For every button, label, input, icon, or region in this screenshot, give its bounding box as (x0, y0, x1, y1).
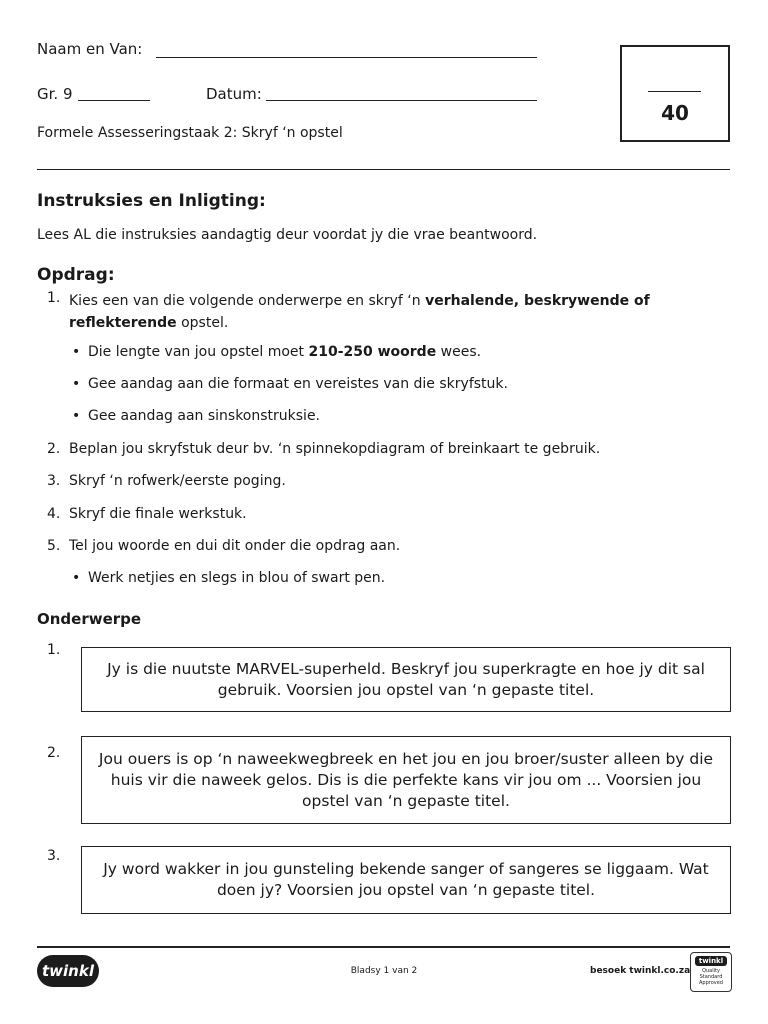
bullet1-bold: 210-250 woorde (308, 344, 437, 360)
bullet-mark: • (72, 376, 81, 392)
bullet1-b: wees. (436, 344, 482, 360)
score-box (620, 45, 730, 142)
name-line (156, 57, 537, 58)
bullet3: Gee aandag aan sinskonstruksie. (88, 408, 321, 424)
total-marks: 40 (661, 101, 689, 125)
bullet1 (88, 344, 481, 360)
topic1-box (81, 647, 731, 712)
topic1-number: 1. (47, 642, 61, 658)
item2-text: Beplan jou skryfstuk deur bv. ‘n spinnekopdiagram of breinkaart te gebruik. (69, 441, 601, 457)
instructions-heading: Instruksies en Inligting: (37, 191, 266, 211)
item1-number: 1. (47, 290, 61, 306)
item4-number: 4. (47, 506, 61, 522)
item1-text (69, 290, 669, 334)
bullet-mark: • (72, 570, 81, 586)
task-title: Formele Assesseringstaak 2: Skryf ‘n opstel (37, 125, 343, 141)
item5-text: Tel jou woorde en dui dit onder die opdrag aan. (69, 538, 401, 554)
bullet-mark: • (72, 344, 81, 360)
grade-label: Gr. 9 (37, 85, 73, 103)
date-label: Datum: (206, 85, 262, 103)
topic3-number: 3. (47, 848, 61, 864)
footer-divider (37, 946, 730, 948)
item1-bold: verhalende, beskrywende of reflekterende (69, 293, 650, 331)
badge-top: twinkl (695, 956, 727, 966)
topic2-box (81, 736, 731, 824)
topic3-text: Jy word wakker in jou gunsteling bekende sanger of sangeres se liggaam. Wat doen jy? Voorsien jou opstel van ‘n gepaste titel. (103, 860, 709, 899)
header-divider (37, 169, 730, 170)
topic2-number: 2. (47, 745, 61, 761)
page-number: Bladsy 1 van 2 (350, 966, 418, 976)
topic3-box (81, 846, 731, 914)
topic2-text: Jou ouers is op ‘n naweekwegbreek en het jou en jou broer/suster alleen by die huis vir die naweek gelos. Dis is die perfekte kans vir jou om ... Voorsien jou opstel van ‘n gepaste titel. (98, 749, 714, 810)
badge-text: Quality Standard Approved (699, 968, 723, 986)
item5-number: 5. (47, 538, 61, 554)
twinkl-logo: twinkl (37, 955, 99, 987)
bullet-mark: • (72, 408, 81, 424)
item1-text-b: opstel. (176, 315, 229, 331)
item4-text: Skryf die finale werkstuk. (69, 506, 247, 522)
bullet1-a: Die lengte van jou opstel moet (88, 344, 309, 360)
bullet4: Werk netjies en slegs in blou of swart pen. (88, 570, 386, 586)
task-heading: Opdrag: (37, 265, 115, 285)
site-link[interactable]: besoek twinkl.co.za (590, 966, 691, 976)
grade-line (78, 100, 150, 101)
bullet2: Gee aandag aan die formaat en vereistes van die skryfstuk. (88, 376, 508, 392)
item1-text-a: Kies een van die volgende onderwerpe en skryf ‘n (69, 293, 426, 309)
quality-badge-icon (690, 952, 732, 992)
score-blank (648, 91, 701, 92)
name-label: Naam en Van: (37, 40, 143, 58)
item3-text: Skryf ‘n rofwerk/eerste poging. (69, 473, 286, 489)
item3-number: 3. (47, 473, 61, 489)
instructions-intro: Lees AL die instruksies aandagtig deur voordat jy die vrae beantwoord. (37, 227, 538, 243)
topics-heading: Onderwerpe (37, 610, 142, 628)
item2-number: 2. (47, 441, 61, 457)
topic1-text: Jy is die nuutste MARVEL-superheld. Beskryf jou superkragte en hoe jy dit sal gebruik. Voorsien jou opstel van ‘n gepaste titel. (107, 659, 705, 699)
date-line (266, 100, 537, 101)
